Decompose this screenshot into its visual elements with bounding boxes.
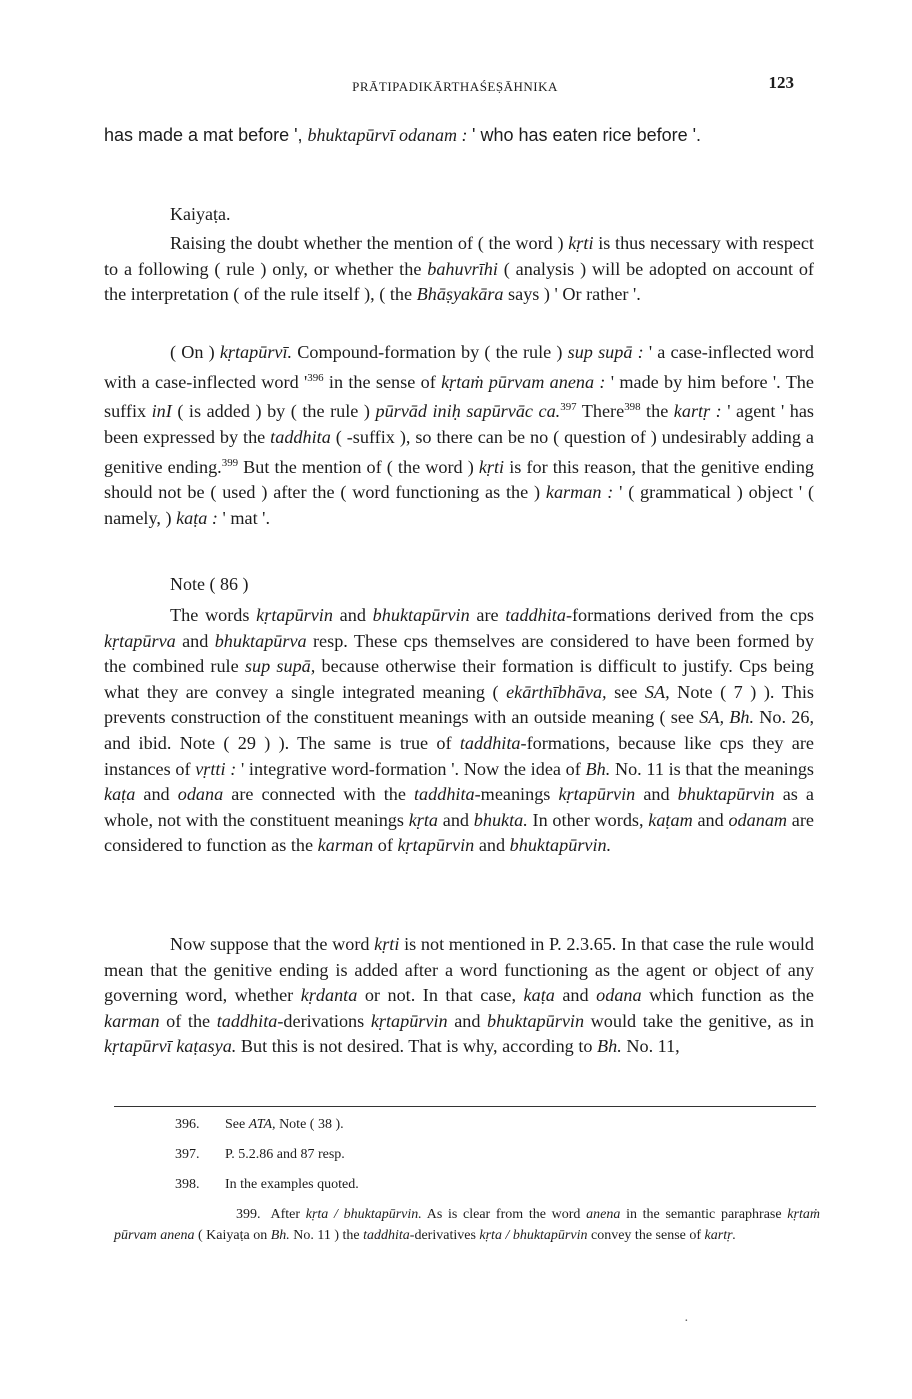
italic-term: vṛtti :	[195, 758, 237, 779]
text-run: formations derived from the cps	[572, 605, 815, 625]
text-run: Compound-formation by ( the rule )	[292, 342, 568, 362]
italic-term: sup supā,	[244, 656, 316, 677]
text-run: is thus necessary with respect to a following ( rule ) only, or whether the	[104, 233, 814, 279]
text-run: ( is added ) by ( the rule )	[171, 401, 376, 422]
paragraph-3	[104, 603, 814, 859]
italic-term: karman	[317, 835, 374, 856]
text-run: ' integrative word-formation '. Now the idea of	[236, 758, 586, 779]
italic-term: bhuktapūrvin.	[509, 835, 612, 856]
footnote-ref[interactable]: 396	[307, 371, 324, 384]
text-run: which function as the	[641, 985, 815, 1006]
footnote-number: 396.	[175, 1117, 200, 1132]
italic-term: kṛtapūrvin	[256, 605, 333, 625]
italic-term: kartṛ :	[673, 401, 722, 422]
italic-term: kṛdanta	[300, 985, 358, 1006]
footnote-ref[interactable]: 398	[624, 401, 641, 414]
text-run: of	[373, 835, 398, 856]
text-run: and	[635, 784, 678, 805]
text-run: ' agent ' has been expressed by the	[104, 401, 814, 447]
text-run: of the	[159, 1010, 217, 1031]
text-run: are considered to function as the	[104, 809, 814, 856]
text-run: is for this reason, that the genitive ending should not be ( used ) after the ( word functioning as the )	[104, 456, 815, 503]
text-run: No. 11,	[621, 1036, 680, 1057]
text-run: formations, because like cps they are instances of	[104, 732, 815, 779]
italic-term: kṛtapūrvī.	[219, 342, 293, 362]
section-heading-kaiyata: Kaiyaṭa.	[170, 204, 231, 224]
page-number: 123	[768, 73, 794, 92]
footnote-ref[interactable]: 397	[560, 401, 577, 414]
text-run: But this is not desired. That is why, according to	[236, 1036, 598, 1057]
text-run: No. 11 is that the meanings	[610, 758, 814, 779]
text-run: and	[554, 985, 597, 1006]
italic-term: Bh.	[597, 1036, 622, 1057]
italic-term: kṛtapūrvī kaṭasya.	[104, 1036, 237, 1057]
text-run: P. 5.2.86 and 87 resp.	[225, 1147, 345, 1162]
text-run: and	[692, 809, 729, 830]
text-run: derivations	[283, 1010, 371, 1031]
italic-term: kṛtapūrvin	[370, 1010, 448, 1031]
footnote-divider	[114, 1106, 816, 1107]
paragraph-4	[104, 932, 814, 1060]
footnotes	[114, 1114, 820, 1255]
italic-term: kṛta	[408, 809, 439, 830]
italic-term: odana	[177, 784, 224, 805]
footnote-number: 398.	[175, 1177, 200, 1192]
italic-term: bhukta.	[473, 809, 528, 830]
text-run: As is clear from the word	[421, 1207, 587, 1222]
text-run: ( Kaiyaṭa on	[194, 1228, 271, 1243]
text-run: and	[332, 605, 373, 625]
text-run: because otherwise their formation is difficult to justify. Cps being what they are convey a single integrated meaning (	[104, 656, 815, 702]
italic-term: karman	[104, 1010, 160, 1031]
text-run: ( analysis ) will be adopted on account of the interpretation ( of the rule itself ), ( the	[104, 258, 814, 305]
footnote-399	[114, 1204, 820, 1246]
opening-paragraph	[104, 123, 814, 149]
text-run: and	[438, 809, 474, 830]
italic-term: taddhita	[270, 426, 331, 447]
running-title: PRĀTIPADIKĀRTHAŚEṢĀHNIKA	[352, 79, 558, 94]
italic-term: kṛtaṁ pūrvam anena	[114, 1207, 820, 1243]
italic-term: bahuvrīhi	[427, 258, 498, 279]
stray-mark: ·	[684, 1314, 689, 1329]
italic-term: kaṭa	[523, 985, 555, 1006]
text-run: ( On )	[170, 342, 220, 362]
italic-term: kaṭa	[104, 784, 136, 805]
text-run: or not. In that case,	[357, 985, 524, 1006]
text-run: See	[225, 1117, 249, 1132]
italic-term: odanam	[728, 809, 788, 830]
text-run: In other words,	[527, 809, 649, 830]
text-run: meanings	[480, 784, 559, 805]
italic-term: kṛtapūrvin	[558, 784, 636, 805]
italic-term: taddhita-	[459, 732, 527, 753]
italic-term: kartṛ.	[704, 1228, 737, 1243]
text-run: see	[606, 681, 645, 702]
text-run: ' a case-inflected word with a case-inflected word '	[104, 342, 815, 392]
italic-term: kṛti	[568, 233, 594, 253]
italic-term: anena	[586, 1207, 621, 1222]
italic-term: bhuktapūrvin	[677, 784, 775, 805]
text-run: ' mat '.	[217, 507, 270, 528]
italic-term: Bhāṣyakāra	[416, 284, 504, 305]
opening-text-2: ' who has eaten rice before '.	[472, 125, 702, 145]
text-run: are connected with the	[223, 784, 414, 805]
italic-term: bhuktapūrva	[214, 630, 307, 651]
italic-term: taddhita-	[505, 605, 572, 625]
italic-term: kaṭam	[648, 809, 693, 830]
italic-term: kṛti	[478, 456, 505, 477]
italic-term: bhuktapūrvin	[372, 605, 470, 625]
italic-term: taddhita-	[216, 1010, 284, 1031]
italic-term: ekārthībhāva,	[506, 681, 607, 702]
text-run: is not mentioned in P. 2.3.65. In that case the rule would mean that the genitive ending is added after a word functioning as the agent or object of any governing word, whether	[104, 934, 814, 1006]
italic-term: kṛtaṁ pūrvam anena :	[441, 371, 606, 392]
italic-term: bhuktapūrvin	[487, 1010, 585, 1031]
text-run: are	[469, 605, 506, 625]
paragraph-1	[104, 231, 814, 308]
italic-term: inI	[151, 401, 172, 422]
text-run: ( -suffix ), so there can be no ( question of ) undesirably adding a genitive ending.	[104, 426, 814, 477]
text-run: ' made by him before '. The suffix	[104, 371, 814, 422]
text-run: But the mention of ( the word )	[238, 456, 479, 477]
footnote-398	[114, 1174, 820, 1195]
text-run: No. 11 ) the	[289, 1228, 364, 1243]
italic-term: Bh.	[585, 758, 611, 779]
footnote-number: 399.	[236, 1207, 261, 1222]
italic-term: kaṭa :	[176, 507, 218, 528]
text-run: and	[447, 1010, 488, 1031]
text-run: The words	[170, 605, 257, 625]
opening-text-1: has made a mat before ',	[104, 125, 308, 145]
note-heading: Note ( 86 )	[170, 574, 249, 594]
italic-term: odana	[596, 985, 642, 1006]
footnote-396	[114, 1114, 820, 1135]
text-run: There	[576, 401, 625, 422]
text-run: Note ( 7 ) ). This prevents construction of the constituent meanings with an outside meaning ( see	[104, 681, 815, 728]
text-run: would take the genitive, as in	[584, 1010, 814, 1031]
text-run: Raising the doubt whether the mention of ( the word )	[170, 233, 569, 253]
text-run: in the semantic paraphrase	[620, 1207, 788, 1222]
text-run: resp. These cps themselves are considered to have been formed by the combined rule	[104, 630, 814, 677]
footnote-number: 397.	[175, 1147, 200, 1162]
italic-term: kṛti	[374, 934, 400, 954]
text-run: Note ( 38 ).	[275, 1117, 344, 1132]
text-run: ' ( grammatical ) object ' ( namely, )	[104, 482, 815, 528]
italic-term: SA,	[644, 681, 670, 702]
opening-italic: bhuktapūrvī odanam :	[307, 125, 473, 145]
footnote-ref[interactable]: 399	[221, 456, 239, 469]
italic-term: pūrvād iniḥ sapūrvāc ca.	[375, 401, 561, 422]
text-run: derivatives	[414, 1228, 480, 1243]
italic-term: taddhita-	[363, 1228, 415, 1243]
text-run: convey the sense of	[587, 1228, 705, 1243]
text-run: No. 26, and ibid. Note ( 29 ) ). The same is true of	[104, 707, 814, 753]
italic-term: karman :	[545, 482, 614, 503]
italic-term: sup supā :	[567, 342, 644, 362]
italic-term: kṛtapūrvin	[397, 835, 475, 856]
italic-term: kṛta / bhuktapūrvin	[479, 1228, 588, 1243]
italic-term: taddhita-	[413, 784, 481, 805]
italic-term: kṛtapūrva	[104, 630, 176, 651]
text-run: the	[640, 401, 674, 422]
italic-term: Bh.	[270, 1228, 290, 1243]
italic-term: SA, Bh.	[699, 707, 754, 728]
text-run: says ) ' Or rather '.	[503, 284, 641, 305]
footnote-397	[114, 1144, 820, 1165]
text-run: and	[135, 784, 178, 805]
text-run: Now suppose that the word	[170, 934, 375, 954]
text-run: and	[175, 630, 215, 651]
paragraph-2	[104, 340, 814, 531]
text-run: as a whole, not with the constituent meanings	[104, 784, 814, 830]
text-run: in the sense of	[323, 371, 442, 392]
italic-term: ATA,	[248, 1117, 276, 1132]
italic-term: kṛta / bhuktapūrvin.	[305, 1207, 422, 1222]
text-run: In the examples quoted.	[225, 1177, 359, 1192]
text-run: After	[270, 1207, 306, 1222]
text-run: and	[474, 835, 510, 856]
